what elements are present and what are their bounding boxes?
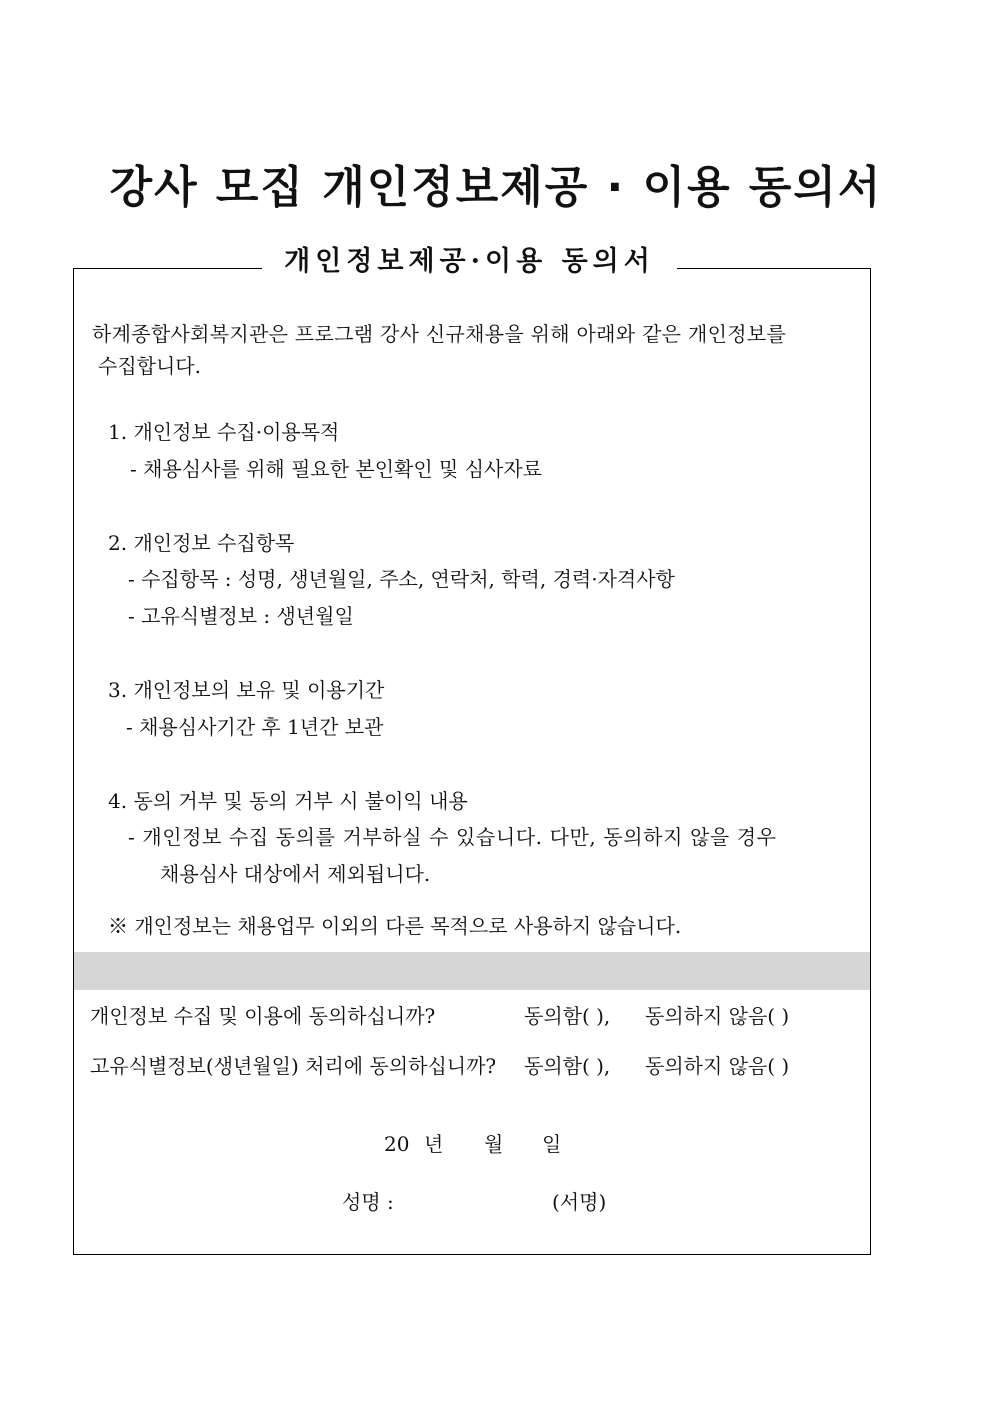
question-2-text: 고유식별정보(생년월일) 처리에 동의하십니까? <box>90 1054 497 1078</box>
question-1-disagree-option[interactable]: 동의하지 않음( ) <box>645 1004 790 1028</box>
section-2-heading: 2. 개인정보 수집항목 <box>108 531 295 555</box>
question-2-disagree-option[interactable]: 동의하지 않음( ) <box>645 1054 790 1078</box>
section-2-item-2: - 고유식별정보 : 생년월일 <box>128 604 354 628</box>
section-3-item-1: - 채용심사기간 후 1년간 보관 <box>126 715 384 739</box>
date-year-prefix: 20 <box>384 1132 410 1156</box>
signature-name-label: 성명 : <box>342 1190 394 1214</box>
question-1-text: 개인정보 수집 및 이용에 동의하십니까? <box>90 1004 436 1028</box>
section-3-heading: 3. 개인정보의 보유 및 이용기간 <box>108 678 385 702</box>
date-month-label: 월 <box>484 1132 504 1156</box>
date-year-label: 년 <box>424 1132 444 1156</box>
notice-text: ※ 개인정보는 채용업무 이외의 다른 목적으로 사용하지 않습니다. <box>108 914 682 938</box>
section-1-heading: 1. 개인정보 수집·이용목적 <box>108 420 340 444</box>
page-title: 강사 모집 개인정보제공 · 이용 동의서 <box>109 162 883 213</box>
question-1-agree-option[interactable]: 동의함( ), <box>524 1004 611 1028</box>
section-4-item-1: - 개인정보 수집 동의를 거부하실 수 있습니다. 다만, 동의하지 않을 경우 <box>128 825 777 849</box>
section-1-item-1: - 채용심사를 위해 필요한 본인확인 및 심사자료 <box>130 457 542 481</box>
date-day-label: 일 <box>542 1132 562 1156</box>
section-4-heading: 4. 동의 거부 및 동의 거부 시 불이익 내용 <box>108 789 468 813</box>
intro-line-2: 수집합니다. <box>98 354 201 378</box>
signature-sign-label: (서명) <box>552 1190 607 1214</box>
section-2-item-1: - 수집항목 : 성명, 생년월일, 주소, 연락처, 학력, 경력·자격사항 <box>128 567 675 591</box>
question-2-agree-option[interactable]: 동의함( ), <box>524 1054 611 1078</box>
intro-line-1: 하계종합사회복지관은 프로그램 강사 신규채용을 위해 아래와 같은 개인정보를 <box>92 322 787 346</box>
separator-bar <box>74 952 870 990</box>
section-4-item-2: 채용심사 대상에서 제외됩니다. <box>160 862 431 886</box>
box-legend: 개인정보제공·이용 동의서 <box>262 240 677 284</box>
consent-form-box <box>73 268 871 1255</box>
